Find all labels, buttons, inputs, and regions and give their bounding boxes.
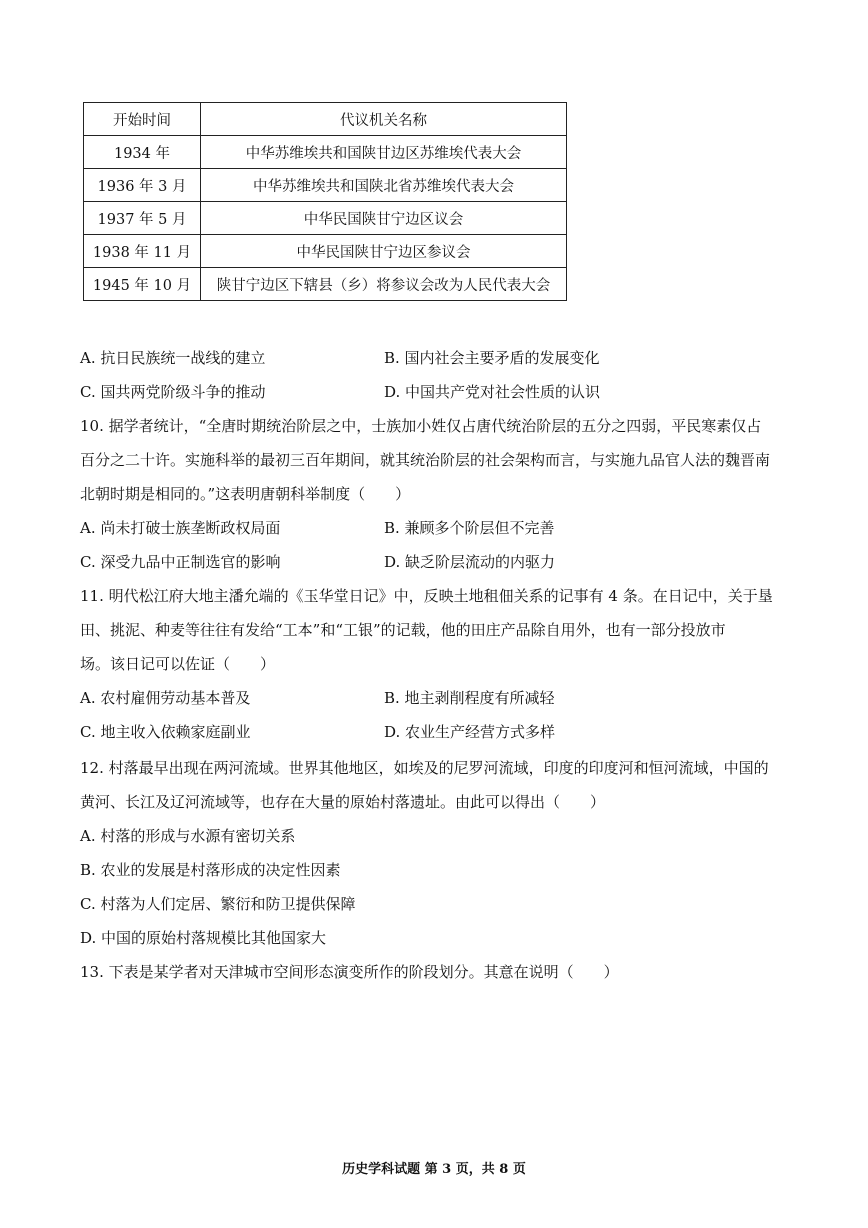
q11-option-d: D. 农业生产经营方式多样	[384, 723, 556, 741]
q11-stem-line-3: 场。该日记可以佐证（ ）	[80, 655, 276, 673]
representative-organ-table	[83, 102, 567, 301]
q12-option-c: C. 村落为人们定居、繁衍和防卫提供保障	[80, 895, 356, 913]
table-cell-date: 1945 年 10 月	[84, 268, 201, 301]
table-header-cell: 开始时间	[84, 103, 201, 136]
table-cell-name: 中华民国陕甘宁边区参议会	[201, 235, 567, 268]
table-cell-date: 1938 年 11 月	[84, 235, 201, 268]
page-footer: 历史学科试题 第 3 页，共 8 页	[342, 1162, 526, 1177]
table-header-row	[84, 103, 567, 136]
table-row	[84, 268, 567, 301]
q12-stem-line-2: 黄河、长江及辽河流域等，也存在大量的原始村落遗址。由此可以得出（ ）	[80, 793, 606, 811]
table-row	[84, 202, 567, 235]
q9-option-c: C. 国共两党阶级斗争的推动	[80, 383, 266, 401]
q10-option-c: C. 深受九品中正制选官的影响	[80, 553, 281, 571]
q10-stem-line-3: 北朝时期是相同的。”这表明唐朝科举制度（ ）	[80, 485, 411, 503]
q12-option-a: A. 村落的形成与水源有密切关系	[80, 827, 296, 845]
table-cell-date: 1937 年 5 月	[84, 202, 201, 235]
table-row	[84, 169, 567, 202]
q10-option-a: A. 尚未打破士族垄断政权局面	[80, 519, 281, 537]
q10-option-b: B. 兼顾多个阶层但不完善	[384, 519, 555, 537]
table-row	[84, 136, 567, 169]
table-cell-date: 1934 年	[84, 136, 201, 169]
table-cell-name: 中华苏维埃共和国陕北省苏维埃代表大会	[201, 169, 567, 202]
q10-option-d: D. 缺乏阶层流动的内驱力	[384, 553, 556, 571]
q12-stem-line-1: 12. 村落最早出现在两河流域。世界其他地区，如埃及的尼罗河流域，印度的印度河和恒河流域，中国的	[80, 759, 769, 777]
table-cell-name: 中华苏维埃共和国陕甘边区苏维埃代表大会	[201, 136, 567, 169]
q12-option-b: B. 农业的发展是村落形成的决定性因素	[80, 861, 341, 879]
q9-option-a: A. 抗日民族统一战线的建立	[80, 349, 266, 367]
q9-option-d: D. 中国共产党对社会性质的认识	[384, 383, 601, 401]
table-row	[84, 235, 567, 268]
q10-stem-line-1: 10. 据学者统计，“全唐时期统治阶层之中，士族加小姓仅占唐代统治阶层的五分之四弱，平民寒素仅占	[80, 417, 762, 435]
table-cell-name: 中华民国陕甘宁边区议会	[201, 202, 567, 235]
q12-option-d: D. 中国的原始村落规模比其他国家大	[80, 929, 327, 947]
q11-option-b: B. 地主剥削程度有所减轻	[384, 689, 555, 707]
q11-option-c: C. 地主收入依赖家庭副业	[80, 723, 251, 741]
q13-stem-line-1: 13. 下表是某学者对天津城市空间形态演变所作的阶段划分。其意在说明（ ）	[80, 963, 619, 981]
q10-stem-line-2: 百分之二十许。实施科举的最初三百年期间，就其统治阶层的社会架构而言，与实施九品官人法的魏晋南	[80, 451, 771, 469]
q11-stem-line-1: 11. 明代松江府大地主潘允端的《玉华堂日记》中，反映土地租佃关系的记事有 4 条。在日记中，关于垦	[80, 587, 773, 605]
table-cell-date: 1936 年 3 月	[84, 169, 201, 202]
table-header-cell: 代议机关名称	[201, 103, 567, 136]
q9-option-b: B. 国内社会主要矛盾的发展变化	[384, 349, 600, 367]
q11-option-a: A. 农村雇佣劳动基本普及	[80, 689, 251, 707]
q11-stem-line-2: 田、挑泥、种麦等往往有发给“工本”和“工银”的记载，他的田庄产品除自用外，也有一部分投放市	[80, 621, 726, 639]
table-cell-name: 陕甘宁边区下辖县（乡）将参议会改为人民代表大会	[201, 268, 567, 301]
